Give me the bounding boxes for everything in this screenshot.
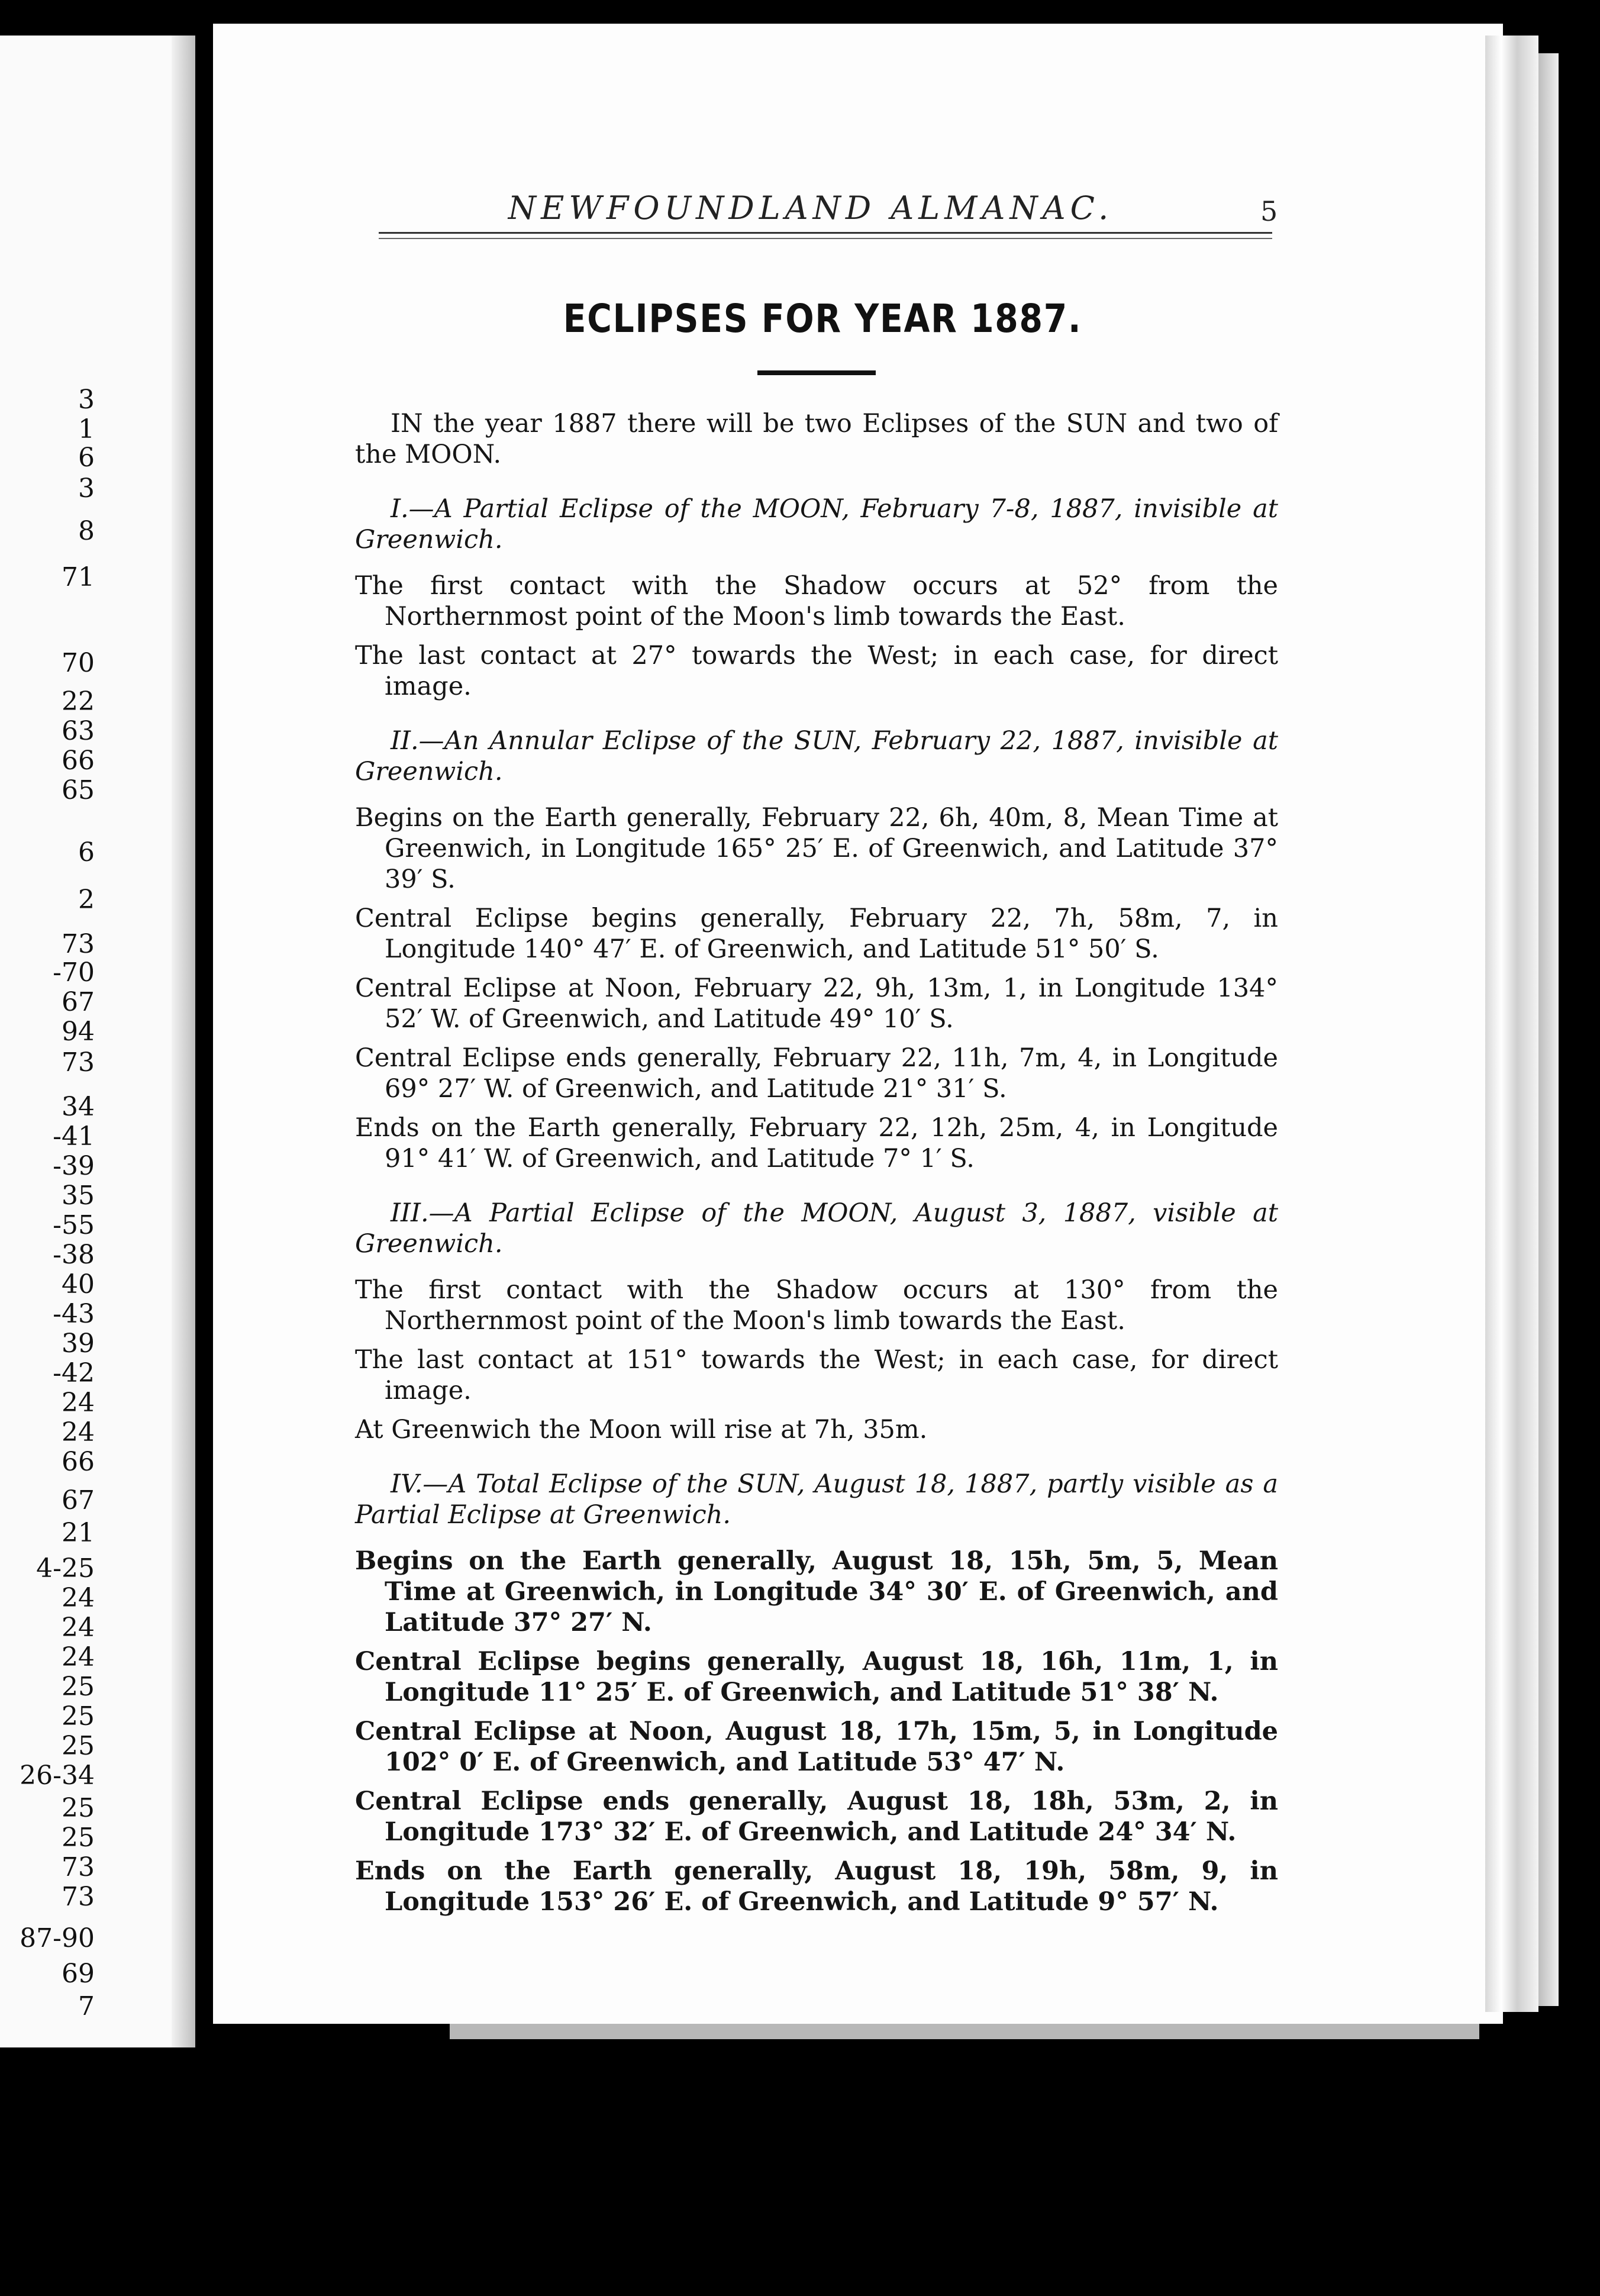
section-paragraph: The last contact at 151° towards the West; in each case, for direct image.: [355, 1345, 1278, 1405]
facing-page-number: 25: [62, 1672, 95, 1702]
section-paragraph: Begins on the Earth generally, February 22, 6h, 40m, 8, Mean Time at Greenwich, in Longitude 165° 25′ E. of Greenwich, and Latitude 37° 39′ S.: [355, 803, 1278, 894]
facing-page-number: 34: [62, 1092, 95, 1122]
header-rule: [379, 232, 1272, 234]
section-paragraph: At Greenwich the Moon will rise at 7h, 35m.: [355, 1415, 928, 1444]
facing-page-number: 24: [62, 1388, 95, 1418]
section-paragraph: The first contact with the Shadow occurs at 130° from the Northernmost point of the Moon's limb towards the East.: [355, 1275, 1278, 1336]
section-paragraph: Central Eclipse begins generally, February 22, 7h, 58m, 7, in Longitude 140° 47′ E. of Greenwich, and Latitude 51° 50′ S.: [355, 904, 1278, 964]
page-gutter: [172, 36, 195, 2047]
section-paragraph: Central Eclipse ends generally, February 22, 11h, 7m, 4, in Longitude 69° 27′ W. of Greenwich, and Latitude 21° 31′ S.: [355, 1043, 1278, 1104]
facing-page-number: 3: [78, 385, 95, 415]
facing-page-number: 73: [62, 1047, 95, 1078]
title-rule: [757, 370, 876, 375]
page-edge: [1485, 36, 1538, 2012]
facing-page-number: -38: [53, 1240, 95, 1270]
facing-page-number: 4-25: [36, 1553, 95, 1584]
article-body: [355, 408, 1278, 1926]
facing-page: [0, 36, 195, 2047]
facing-page-number: 73: [62, 1852, 95, 1882]
facing-page-number: 87-90: [20, 1923, 95, 1953]
facing-page-number: 67: [62, 1485, 95, 1515]
section-paragraph: The last contact at 27° towards the West; in each case, for direct image.: [355, 641, 1278, 701]
section-paragraph: Central Eclipse begins generally, August 18, 16h, 11m, 1, in Longitude 11° 25′ E. of Greenwich, and Latitude 51° 38′ N.: [355, 1647, 1278, 1707]
facing-page-number: 3: [78, 473, 95, 504]
facing-page-number: 35: [62, 1181, 95, 1211]
section-heading: I.—A Partial Eclipse of the MOON, February 7-8, 1887, invisible at Greenwich.: [355, 494, 1278, 554]
section-heading: III.—A Partial Eclipse of the MOON, August 3, 1887, visible at Greenwich.: [355, 1198, 1278, 1259]
facing-page-number: 24: [62, 1642, 95, 1672]
page-edge-outer: [1538, 53, 1559, 2006]
section-paragraph: The first contact with the Shadow occurs at 52° from the Northernmost point of the Moon's limb towards the East.: [355, 571, 1278, 631]
facing-page-number: 71: [62, 562, 95, 592]
facing-page-number: -43: [53, 1299, 95, 1329]
facing-page-number: -41: [53, 1121, 95, 1152]
facing-page-number: 39: [62, 1328, 95, 1359]
section-paragraph: Central Eclipse at Noon, February 22, 9h, 13m, 1, in Longitude 134° 52′ W. of Greenwich, and Latitude 49° 10′ S.: [355, 973, 1278, 1034]
facing-page-number: 63: [62, 716, 95, 746]
section-paragraph: Begins on the Earth generally, August 18, 15h, 5m, 5, Mean Time at Greenwich, in Longitude 34° 30′ E. of Greenwich, and Latitude 37° 27′ N.: [355, 1546, 1278, 1637]
section-paragraph: Ends on the Earth generally, August 18, 19h, 58m, 9, in Longitude 153° 26′ E. of Greenwich, and Latitude 9° 57′ N.: [355, 1856, 1278, 1917]
facing-page-number: 70: [62, 648, 95, 678]
facing-page-number: 65: [62, 775, 95, 805]
section-paragraph: Central Eclipse at Noon, August 18, 17h, 15m, 5, in Longitude 102° 0′ E. of Greenwich, and Latitude 53° 47′ N.: [355, 1717, 1278, 1777]
intro-paragraph: IN the year 1887 there will be two Eclipses of the SUN and two of the MOON.: [355, 409, 1278, 469]
facing-page-number: 67: [62, 987, 95, 1017]
facing-page-number: 24: [62, 1613, 95, 1643]
facing-page-number: 73: [62, 929, 95, 959]
facing-page-number: 22: [62, 686, 95, 717]
facing-page-number: 73: [62, 1882, 95, 1912]
facing-page-number: 25: [62, 1793, 95, 1823]
facing-page-number: -42: [53, 1358, 95, 1388]
facing-page-number: 6: [78, 443, 95, 473]
facing-page-number: 8: [78, 516, 95, 546]
running-head: NEWFOUNDLAND ALMANAC.: [508, 189, 1114, 227]
facing-page-number: -70: [53, 957, 95, 988]
facing-page-number: 24: [62, 1583, 95, 1613]
section-paragraph: Central Eclipse ends generally, August 18, 18h, 53m, 2, in Longitude 173° 32′ E. of Greenwich, and Latitude 24° 34′ N.: [355, 1787, 1278, 1847]
facing-page-number: 26-34: [20, 1760, 95, 1791]
section-paragraph: Ends on the Earth generally, February 22, 12h, 25m, 4, in Longitude 91° 41′ W. of Greenwich, and Latitude 7° 1′ S.: [355, 1113, 1278, 1173]
facing-page-number: 25: [62, 1823, 95, 1853]
header-rule-thin: [379, 238, 1272, 239]
facing-page-number: 7: [78, 1991, 95, 2021]
page-number: 5: [1260, 195, 1278, 227]
page-bottom-edge: [450, 2024, 1479, 2039]
facing-page-number: 25: [62, 1701, 95, 1731]
facing-page-number: 40: [62, 1269, 95, 1299]
section-heading: II.—An Annular Eclipse of the SUN, February 22, 1887, invisible at Greenwich.: [355, 726, 1278, 786]
facing-page-number: 21: [62, 1518, 95, 1548]
facing-page-number: 25: [62, 1731, 95, 1761]
facing-page-number: -39: [53, 1151, 95, 1181]
facing-page-number: 66: [62, 746, 95, 776]
page-title: ECLIPSES FOR YEAR 1887.: [563, 296, 1082, 341]
facing-page-number: 66: [62, 1447, 95, 1477]
facing-page-number: 69: [62, 1959, 95, 1989]
facing-page-number: 6: [78, 837, 95, 868]
facing-page-number: 24: [62, 1417, 95, 1447]
facing-page-number: -55: [53, 1210, 95, 1240]
facing-page-number: 94: [62, 1017, 95, 1047]
section-heading: IV.—A Total Eclipse of the SUN, August 18, 1887, partly visible as a Partial Eclipse at Greenwich.: [355, 1469, 1278, 1530]
facing-page-number: 1: [78, 414, 95, 444]
facing-page-number: 2: [78, 885, 95, 915]
